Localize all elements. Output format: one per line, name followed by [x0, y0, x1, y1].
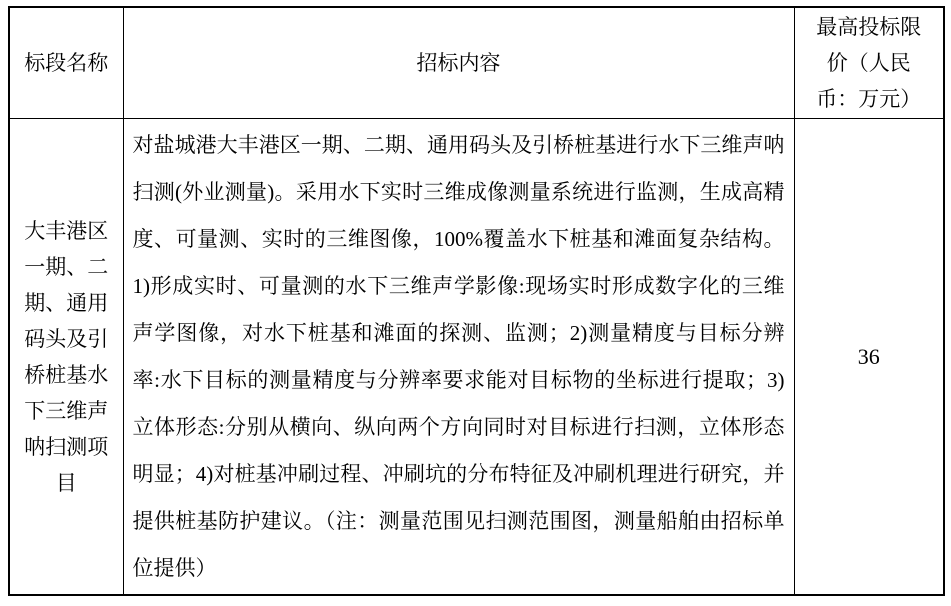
cell-section-name: 大丰港区一期、二期、通用码头及引桥桩基水下三维声呐扫测项目 — [9, 119, 123, 596]
table-row — [9, 119, 944, 596]
cell-bid-content: 对盐城港大丰港区一期、二期、通用码头及引桥桩基进行水下三维声呐扫测(外业测量)。采用水下实时三维成像测量系统进行监测，生成高精度、可量测、实时的三维图像，100%覆盖水下桩基和滩面复杂结构。1)形成实时、可量测的水下三维声学影像:现场实时形成数字化的三维声学图像，对水下桩基和滩面的探测、监测；2)测量精度与目标分辨率:水下目标的测量精度与分辨率要求能对目标物的坐标进行提取；3)立体形态:分别从横向、纵向两个方向同时对目标进行扫测，立体形态明显；4)对桩基冲刷过程、冲刷坑的分布特征及冲刷机理进行研究，并提供桩基防护建议。（注：测量范围见扫测范围图，测量船舶由招标单位提供） — [123, 119, 794, 596]
header-section-name: 标段名称 — [9, 7, 123, 119]
bid-sections-table — [8, 6, 945, 596]
cell-max-price: 36 — [794, 119, 944, 596]
header-max-price: 最高投标限价（人民币：万元） — [794, 7, 944, 119]
header-bid-content: 招标内容 — [123, 7, 794, 119]
table-header-row — [9, 7, 944, 119]
